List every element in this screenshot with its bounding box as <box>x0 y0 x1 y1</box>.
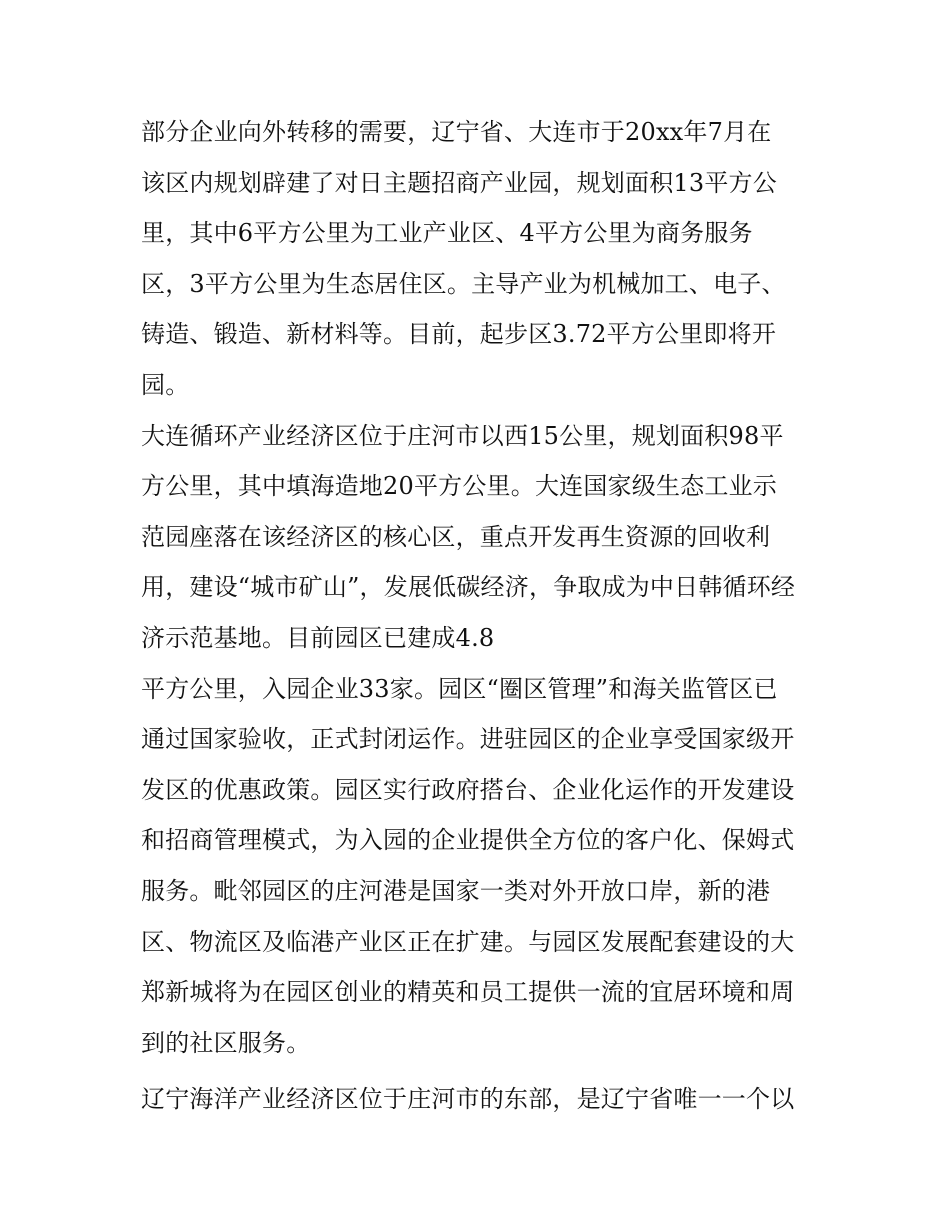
text-line: 区、物流区及临港产业区正在扩建。与园区发展配套建设的大 <box>141 927 795 956</box>
document-body <box>141 107 821 1125</box>
text-line: 辽宁海洋产业经济区位于庄河市的东部，是辽宁省唯一一个以 <box>141 1085 795 1114</box>
paragraph-3 <box>141 1074 821 1125</box>
paragraph-1 <box>141 107 821 411</box>
text-line: 和招商管理模式，为入园的企业提供全方位的客户化、保姆式 <box>141 826 795 855</box>
text-line: 发区的优惠政策。园区实行政府搭台、企业化运作的开发建设 <box>141 775 795 804</box>
text-line: 平方公里，入园企业33家。园区“圈区管理”和海关监管区已 <box>141 674 778 703</box>
text-line: 铸造、锻造、新材料等。目前，起步区3.72平方公里即将开 <box>141 320 777 349</box>
text-line: 郑新城将为在园区创业的精英和员工提供一流的宜居环境和周 <box>141 978 795 1007</box>
text-line: 通过国家验收，正式封闭运作。进驻园区的企业享受国家级开 <box>141 725 795 754</box>
text-line: 到的社区服务。 <box>141 1028 311 1057</box>
paragraph-2 <box>141 411 821 1069</box>
text-line: 园。 <box>141 370 190 399</box>
text-line: 范园座落在该经济区的核心区，重点开发再生资源的回收利 <box>141 522 771 551</box>
text-line: 用，建设“城市矿山”，发展低碳经济，争取成为中日韩循环经 <box>141 573 796 602</box>
text-line: 服务。毗邻园区的庄河港是国家一类对外开放口岸，新的港 <box>141 876 771 905</box>
text-line: 方公里，其中填海造地20平方公里。大连国家级生态工业示 <box>141 472 777 501</box>
text-line: 里，其中6平方公里为工业产业区、4平方公里为商务服务 <box>141 219 753 248</box>
text-line: 济示范基地。目前园区已建成4.8 <box>141 623 495 652</box>
text-line: 该区内规划辟建了对日主题招商产业园，规划面积13平方公 <box>141 168 777 197</box>
text-line: 部分企业向外转移的需要，辽宁省、大连市于20xx年7月在 <box>141 118 772 146</box>
text-line: 区，3平方公里为生态居住区。主导产业为机械加工、电子、 <box>141 269 786 298</box>
text-line: 大连循环产业经济区位于庄河市以西15公里，规划面积98平 <box>141 421 784 450</box>
